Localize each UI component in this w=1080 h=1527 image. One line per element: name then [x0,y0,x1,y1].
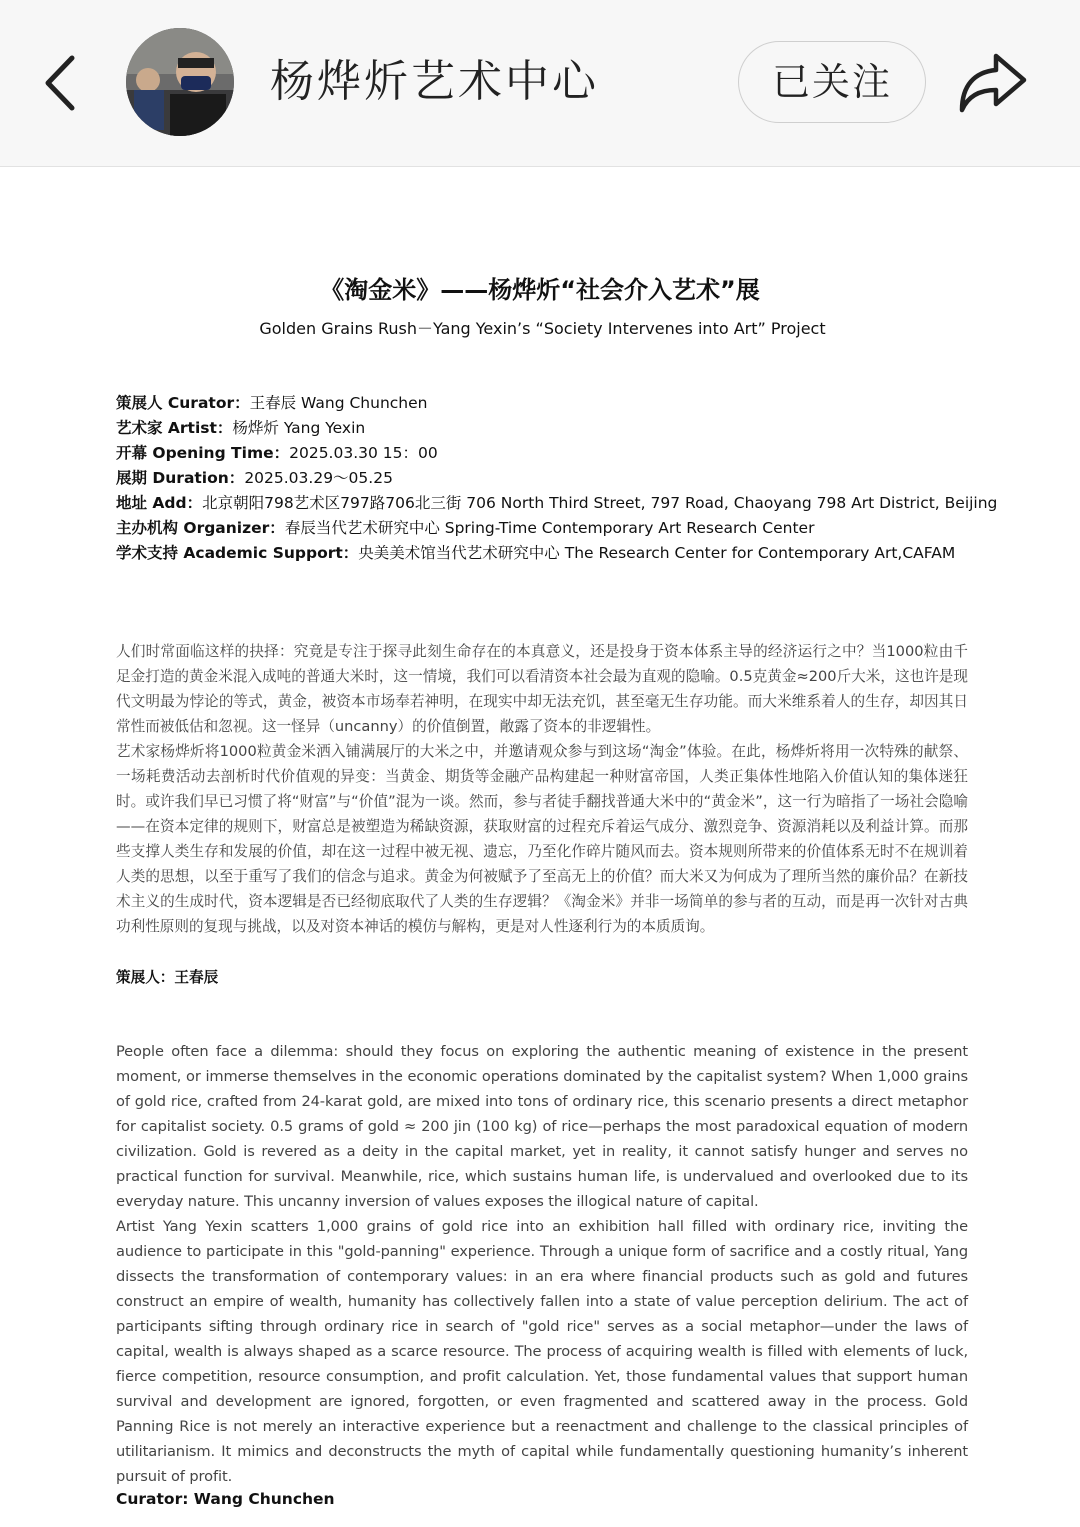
info-value: 王春辰 Wang Chunchen [249,394,428,412]
follow-button[interactable]: 已关注 [738,41,926,123]
article-image [0,167,1080,1527]
info-value: 2025.03.29～05.25 [244,469,393,487]
en-paragraph: People often face a dilemma: should they focus on exploring the authentic meaning of existence in the present moment, or immerse themselves in the economic operations dominated by the capitalist system? When 1,000 grains of gold rice, crafted from 24-karat gold, are mixed into tons of ordinary rice, this scenario presents a direct metaphor for capitalist society. 0.5 grams of gold ≈ 200 jin (100 kg) of rice—perhaps the most paradoxical equation of modern civilization. Gold is revered as a deity in the capital market, yet in reality, it cannot satisfy hunger and serves no practical function for survival. Meanwhile, rice, which sustains human life, is undervalued and overlooked due to its everyday nature. This uncanny inversion of values exposes the illogical nature of capital. [116,1043,968,1210]
info-duration [116,466,1016,491]
cn-paragraph: 人们时常面临这样的抉择：究竟是专注于探寻此刻生命存在的本真意义，还是投身于资本体系主导的经济运行之中？当1000粒由千足金打造的黄金米混入成吨的普通大米时，这一情境，我们可以看清资本社会最为直观的隐喻。0.5克黄金≈200斤大米，这也许是现代文明最为悖论的等式，黄金，被资本市场奉若神明，在现实中却无法充饥，甚至毫无生存功能。而大米维系着人的生存，却因其日常性而被低估和忽视。这一怪异（uncanny）的价值倒置，敞露了资本的非逻辑性。 [116,643,968,735]
info-key: 艺术家 Artist： [116,419,233,437]
info-address [116,491,1016,516]
avatar-photo [126,28,234,136]
info-key: 策展人 Curator： [116,394,250,412]
info-value: 杨烨炘 Yang Yexin [232,419,366,437]
back-button[interactable] [36,50,86,116]
back-arrow-icon [36,50,86,116]
cn-paragraph: 艺术家杨烨炘将1000粒黄金米洒入铺满展厅的大米之中，并邀请观众参与到这场“淘金”体验。在此，杨烨炘将用一次特殊的献祭、一场耗费活动去剖析时代价值观的异变：当黄金、期货等金融产品构建起一种财富帝国，人类正集体性地陷入价值认知的集体迷狂时。或许我们早已习惯了将“财富”与“价值”混为一谈。然而，参与者徒手翻找普通大米中的“黄金米”，这一行为暗指了一场社会隐喻——在资本定律的规则下，财富总是被塑造为稀缺资源，获取财富的过程充斥着运气成分、激烈竞争、资源消耗以及利益计算。而那些支撑人类生存和发展的价值，却在这一过程中被无视、遗忘，乃至化作碎片随风而去。资本规则所带来的价值体系无时不在规训着人类的思想，以至于重写了我们的信念与追求。黄金为何被赋予了至高无上的价值？而大米又为何成为了理所当然的廉价品？在新技术主义的生成时代，资本逻辑是否已经彻底取代了人类的生存逻辑？《淘金米》并非一场简单的参与者的互动，而是再一次针对古典功利性原则的复现与挑战，以及对资本神话的模仿与解构，更是对人性逐利行为的本质质询。 [116,743,968,935]
article-title-cn: 《淘金米》——杨烨炘“社会介入艺术”展 [320,276,760,304]
info-artist [116,416,1016,441]
top-bar [0,0,1080,167]
article-title-en: Golden Grains Rush－Yang Yexin’s “Society Intervenes into Art” Project [259,319,826,338]
cn-signature: 策展人：王春辰 [116,969,219,986]
account-name[interactable]: 杨烨炘艺术中心 [270,56,599,107]
info-key: 学术支持 Academic Support： [116,544,359,562]
info-key: 主办机构 Organizer： [116,519,285,537]
info-value: 春辰当代艺术研究中心 Spring-Time Contemporary Art Research Center [284,519,815,537]
info-value: 北京朝阳798艺术区797路706北三街 706 North Third Street, 797 Road, Chaoyang 798 Art District, Beijing [202,494,998,512]
info-value: 央美美术馆当代艺术研究中心 The Research Center for Contemporary Art,CAFAM [358,544,956,562]
info-curator [116,391,1016,416]
share-icon [956,50,1030,116]
en-paragraph: Artist Yang Yexin scatters 1,000 grains of gold rice into an exhibition hall filled with ordinary rice, inviting the audience to participate in this "gold-panning" experience. Through a unique form of sacrifice and a costly ritual, Yang dissects the transformation of contemporary values: in an era where financial products such as gold and futures construct an empire of wealth, humanity has collectively fallen into a state of value perception delirium. The act of participants sifting through ordinary rice in search of "gold rice" serves as a social metaphor—under the laws of capital, wealth is always shaped as a scarce resource. The process of acquiring wealth is filled with elements of luck, fierce competition, resource consumption, and profit calculation. Yet, those fundamental values that support human survival and development are ignored, forgotten, or even fragmented and scattered away in the process. Gold Panning Rice is not merely an interactive experience but a reenactment and challenge to the classical principles of utilitarianism. It mimics and deconstructs the myth of capital while fundamentally questioning humanity’s inherent pursuit of profit. [116,1218,968,1485]
en-signature: Curator: Wang Chunchen [116,1490,335,1508]
en-body [116,1039,968,1489]
info-key: 展期 Duration： [116,469,245,487]
share-button[interactable] [956,50,1030,116]
info-opening [116,441,1016,466]
info-organizer [116,516,1016,541]
info-value: 2025.03.30 15：00 [289,444,438,462]
exhibition-info [116,391,1016,566]
info-key: 开幕 Opening Time： [116,444,290,462]
cn-body [116,639,968,939]
avatar[interactable] [126,28,234,136]
info-key: 地址 Add： [116,494,203,512]
info-support [116,541,1016,566]
